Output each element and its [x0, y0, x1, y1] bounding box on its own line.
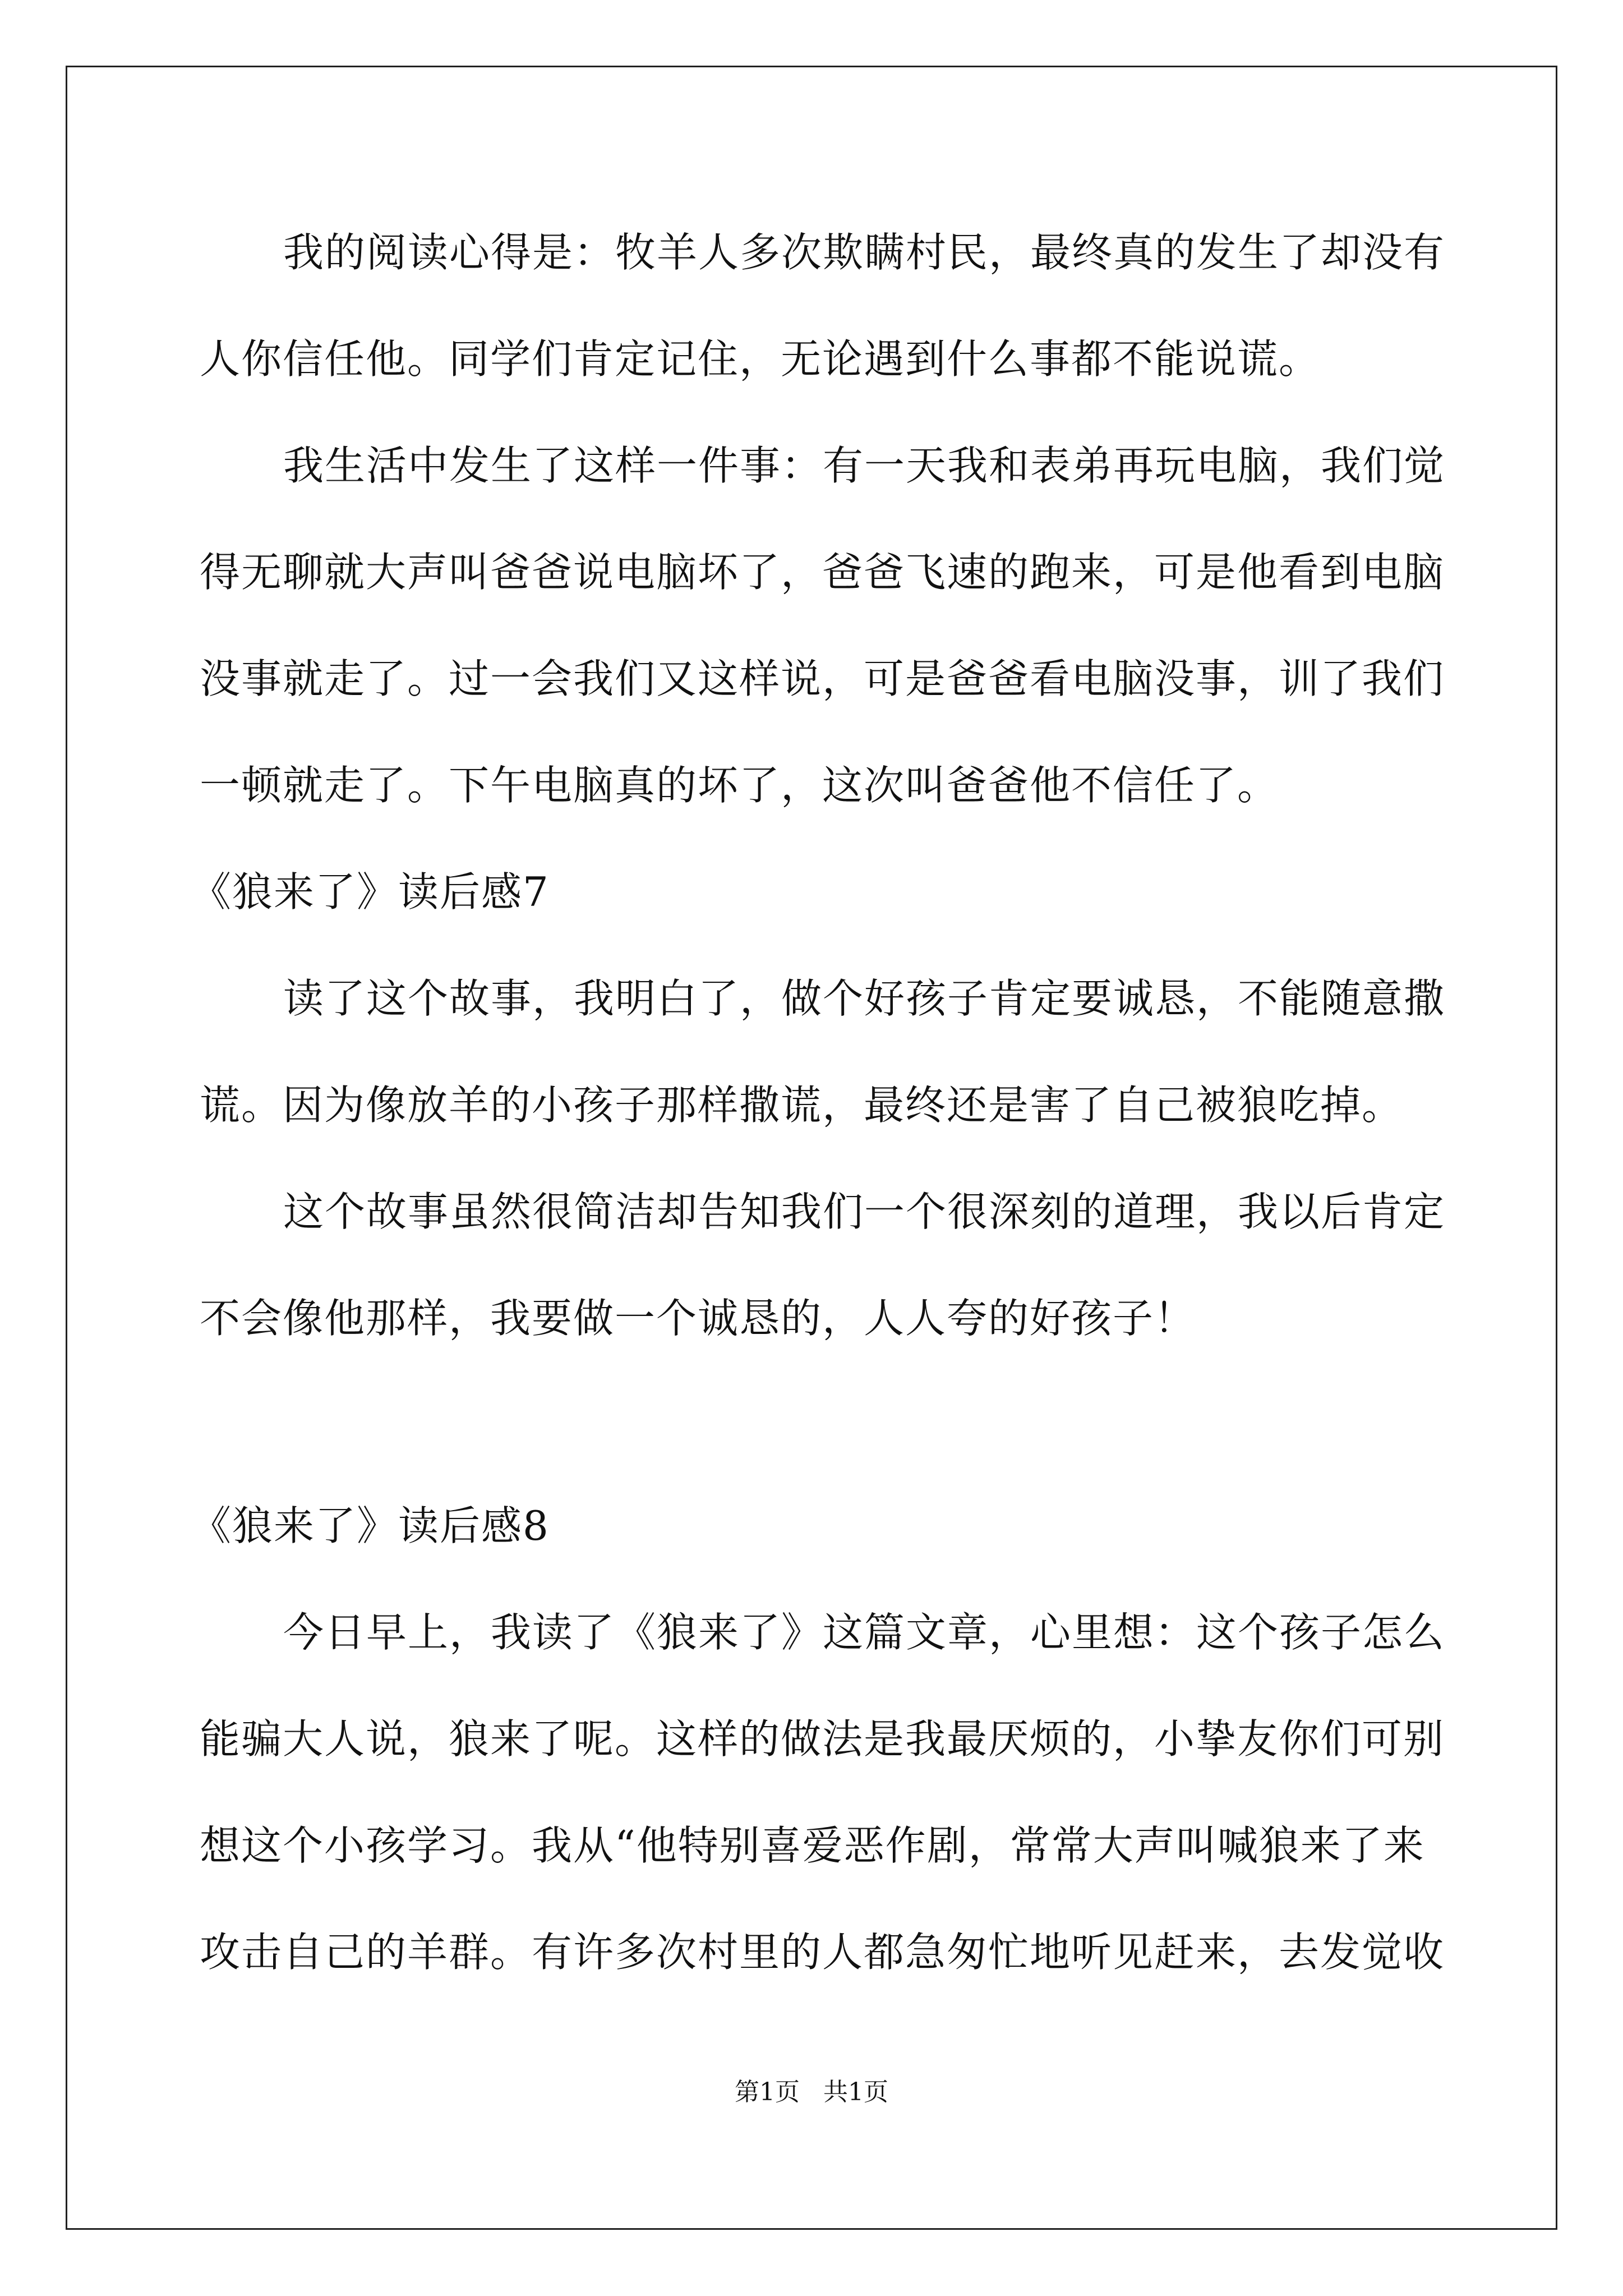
page-footer: 第1页 共1页	[735, 2078, 888, 2106]
paragraph-line: 不会像他那样，我要做一个诚恳的，人人夸的好孩子！	[200, 1295, 1196, 1342]
page-border	[66, 66, 1557, 2230]
section-heading: 《狼来了》读后感7	[191, 868, 550, 915]
paragraph-line: 一顿就走了。下午电脑真的坏了，这次叫爸爸他不信任了。	[200, 762, 1279, 809]
section-heading: 《狼来了》读后感8	[191, 1502, 550, 1549]
paragraph-line: 我生活中发生了这样一件事：有一天我和表弟再玩电脑，我们觉	[283, 442, 1446, 489]
paragraph-line: 读了这个故事，我明白了，做个好孩子肯定要诚恳，不能随意撒	[283, 975, 1446, 1022]
paragraph-line: 这个故事虽然很简洁却告知我们一个很深刻的道理，我以后肯定	[283, 1188, 1446, 1235]
paragraph-line: 人你信任他。同学们肯定记住，无论遇到什么事都不能说谎。	[200, 335, 1321, 383]
paragraph-line: 没事就走了。过一会我们又这样说，可是爸爸看电脑没事，训了我们	[200, 655, 1445, 702]
paragraph-line: 今日早上，我读了《狼来了》这篇文章，心里想：这个孩子怎么	[283, 1609, 1446, 1656]
paragraph-line: 谎。因为像放羊的小孩子那样撒谎，最终还是害了自己被狼吃掉。	[200, 1082, 1404, 1129]
paragraph-line: 攻击自己的羊群。有许多次村里的人都急匆忙地听见赶来，去发觉收	[200, 1929, 1445, 1976]
paragraph-line: 我的阅读心得是：牧羊人多次欺瞒村民，最终真的发生了却没有	[283, 229, 1446, 276]
paragraph-line: 能骗大人说，狼来了呢。这样的做法是我最厌烦的，小挚友你们可别	[200, 1715, 1445, 1763]
paragraph-line: 得无聊就大声叫爸爸说电脑坏了，爸爸飞速的跑来，可是他看到电脑	[200, 549, 1445, 596]
paragraph-line: 想这个小孩学习。我从“他特别喜爱恶作剧，常常大声叫喊狼来了来	[200, 1822, 1425, 1869]
